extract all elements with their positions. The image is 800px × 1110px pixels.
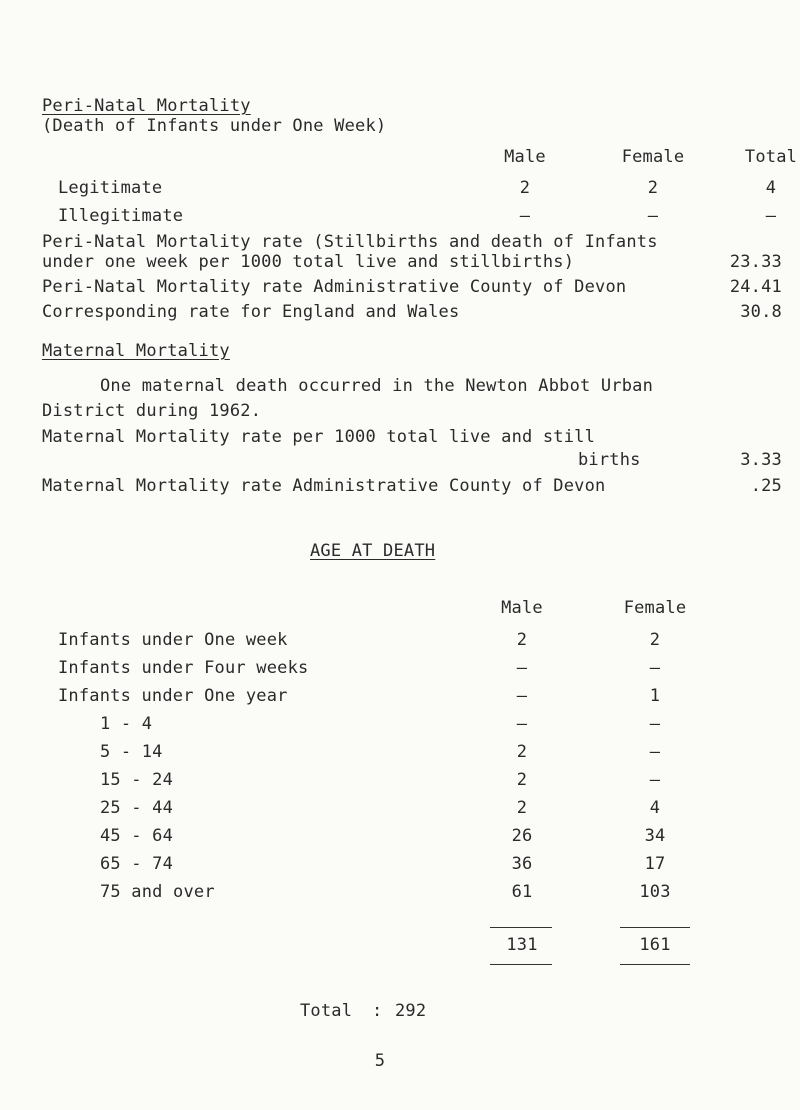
maternal-rate-value: 3.33 (740, 450, 782, 470)
maternal-paragraph-line2: District during 1962. (42, 401, 262, 421)
age-row-female: – (649, 714, 661, 734)
perinatal-subheading: (Death of Infants under One Week) (42, 116, 387, 136)
perinatal-england-label: Corresponding rate for England and Wales (42, 302, 460, 322)
perinatal-row-total: 4 (765, 178, 777, 198)
perinatal-row-total: – (765, 206, 777, 226)
age-row-male: 2 (516, 630, 528, 650)
maternal-devon-label: Maternal Mortality rate Administrative County of Devon (42, 476, 606, 496)
age-row-female: 34 (644, 826, 666, 846)
perinatal-row-label: Legitimate (58, 178, 163, 198)
age-row-female: – (649, 742, 661, 762)
age-row-male: – (516, 686, 528, 706)
age-row-male: 36 (511, 854, 533, 874)
perinatal-col-male: Male (504, 147, 546, 167)
perinatal-rate-line1: Peri-Natal Mortality rate (Stillbirths and death of Infants (42, 232, 658, 252)
perinatal-col-female: Female (621, 147, 685, 167)
age-row-female: 2 (649, 630, 661, 650)
age-row-female: 4 (649, 798, 661, 818)
grand-total-value: 292 (395, 1001, 427, 1021)
female-total-rule-bottom (620, 964, 690, 965)
age-row-label: 5 - 14 (100, 742, 163, 762)
age-row-label: Infants under Four weeks (58, 658, 309, 678)
maternal-devon-value: .25 (750, 476, 782, 496)
grand-total-separator: : (372, 1001, 383, 1021)
age-row-male: 2 (516, 798, 528, 818)
age-row-label: Infants under One week (58, 630, 288, 650)
age-row-male: 2 (516, 742, 528, 762)
maternal-paragraph-line1: One maternal death occurred in the Newton Abbot Urban (100, 376, 654, 396)
perinatal-rate-value: 23.33 (729, 252, 782, 272)
perinatal-row-label: Illegitimate (58, 206, 184, 226)
age-row-male: 61 (511, 882, 533, 902)
perinatal-row-male: – (519, 206, 531, 226)
perinatal-col-total: Total (744, 147, 798, 167)
age-male-total: 131 (506, 935, 538, 955)
age-row-male: 2 (516, 770, 528, 790)
age-row-male: 26 (511, 826, 533, 846)
perinatal-rate-line2: under one week per 1000 total live and stillbirths) (42, 252, 575, 272)
page-number: 5 (374, 1051, 386, 1071)
age-row-label: 75 and over (100, 882, 215, 902)
maternal-rate-line2: births (578, 450, 641, 470)
perinatal-row-male: 2 (519, 178, 531, 198)
age-row-label: 1 - 4 (100, 714, 153, 734)
age-row-female: 1 (649, 686, 661, 706)
age-row-male: – (516, 658, 528, 678)
age-row-female: 103 (639, 882, 671, 902)
grand-total-label: Total (300, 1001, 353, 1021)
perinatal-devon-value: 24.41 (729, 277, 782, 297)
age-col-female: Female (623, 598, 687, 618)
perinatal-devon-label: Peri-Natal Mortality rate Administrative County of Devon (42, 277, 627, 297)
perinatal-england-value: 30.8 (740, 302, 782, 322)
age-col-male: Male (501, 598, 543, 618)
age-row-label: 25 - 44 (100, 798, 174, 818)
perinatal-heading: Peri-Natal Mortality (42, 96, 251, 116)
age-row-label: 65 - 74 (100, 854, 174, 874)
male-total-rule-bottom (490, 964, 552, 965)
perinatal-row-female: 2 (647, 178, 659, 198)
age-row-male: – (516, 714, 528, 734)
female-total-rule-top (620, 927, 690, 928)
age-row-female: 17 (644, 854, 666, 874)
age-row-label: 15 - 24 (100, 770, 174, 790)
age-row-label: Infants under One year (58, 686, 288, 706)
age-row-female: – (649, 770, 661, 790)
age-row-label: 45 - 64 (100, 826, 174, 846)
age-female-total: 161 (639, 935, 671, 955)
age-heading: AGE AT DEATH (310, 541, 436, 561)
perinatal-row-female: – (647, 206, 659, 226)
age-row-female: – (649, 658, 661, 678)
maternal-rate-line1: Maternal Mortality rate per 1000 total live and still (42, 427, 596, 447)
male-total-rule-top (490, 927, 552, 928)
maternal-heading: Maternal Mortality (42, 341, 230, 361)
